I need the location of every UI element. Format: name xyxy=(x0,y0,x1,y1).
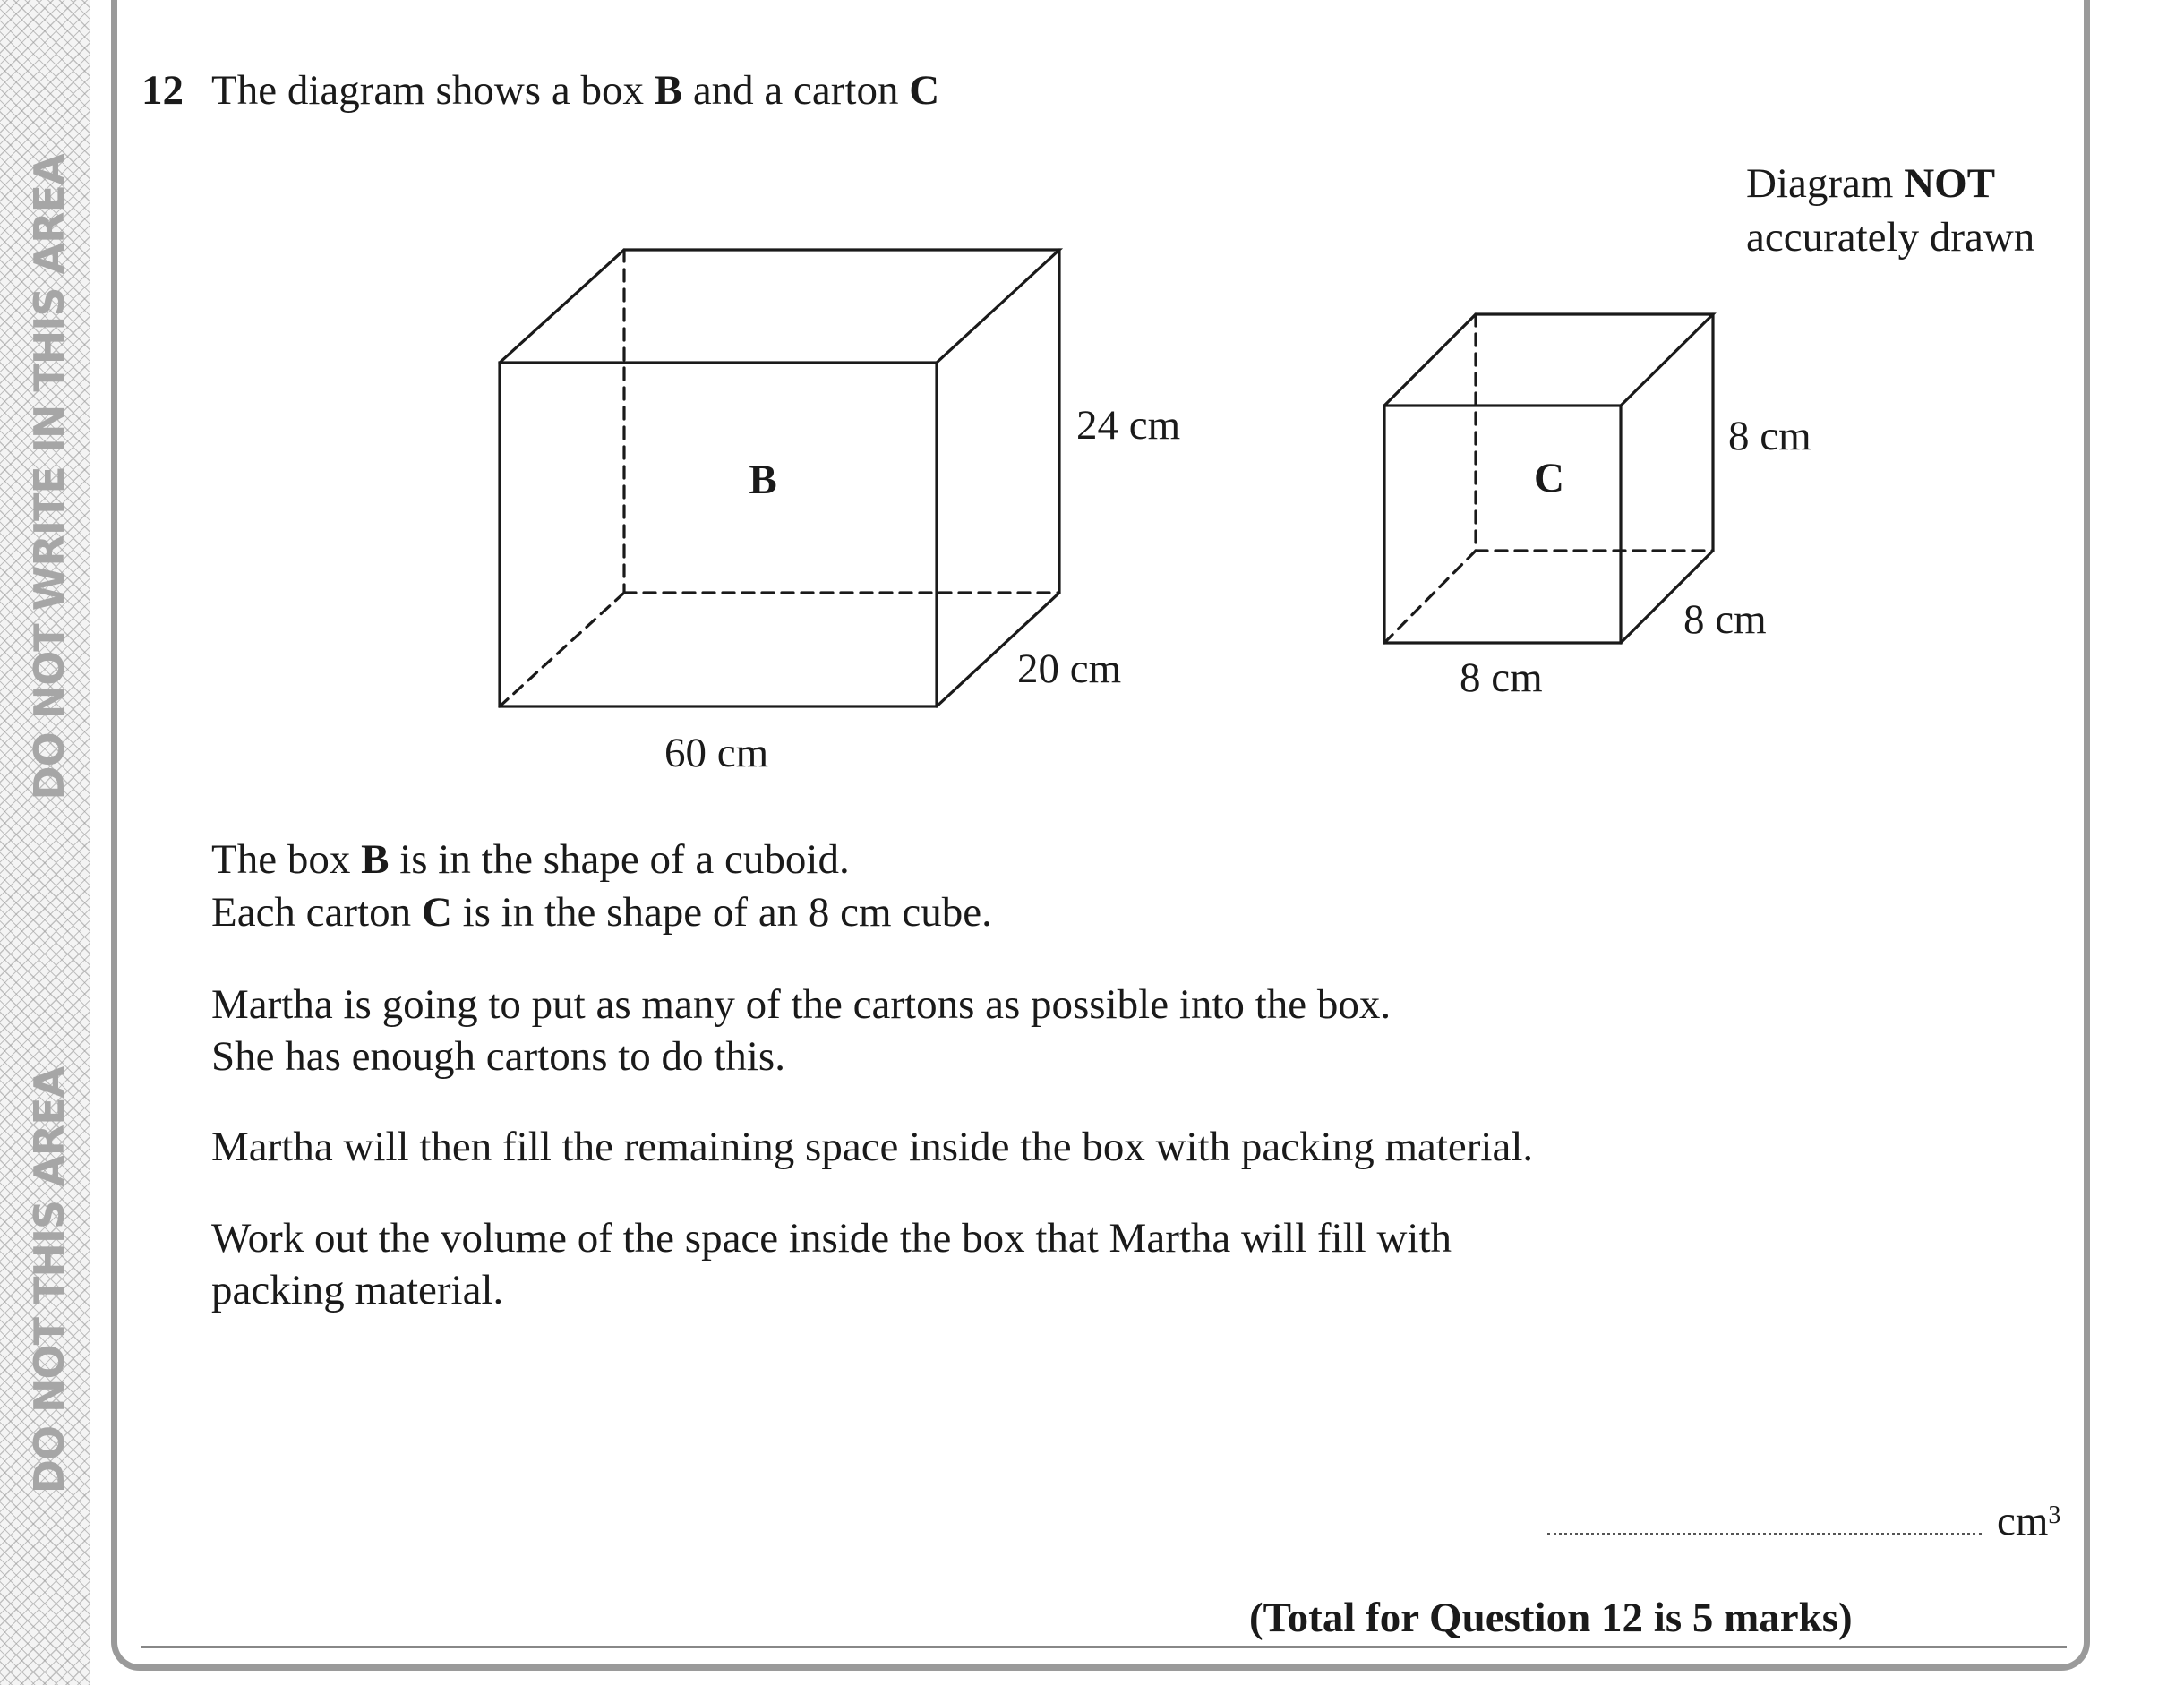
carton-width-label: 8 cm xyxy=(1460,654,1543,701)
diagram-note: Diagram NOT xyxy=(1746,160,1996,207)
box-width-label: 60 cm xyxy=(664,730,769,776)
answer-unit: $cm^3$ xyxy=(1997,1498,2061,1544)
paragraph-2-line-1: Martha is going to put as many of the cartons as possible into the box. xyxy=(211,981,1392,1028)
paragraph-3-line-1: Martha will then fill the remaining space inside the box with packing material. xyxy=(211,1124,1534,1170)
paragraph-2-line-2: She has enough cartons to do this. xyxy=(211,1033,785,1080)
margin-warning-bottom: DO NOT THIS AREA xyxy=(25,1066,73,1494)
box-hidden-edges xyxy=(500,250,1059,706)
box-depth-label: 20 cm xyxy=(1017,646,1122,692)
paragraph-1-line-2: Each carton C is in the shape of an 8 cm cube. xyxy=(211,889,992,936)
carton-top-edges xyxy=(1384,314,1713,406)
box-right-edges xyxy=(937,250,1059,706)
carton-depth-label: 8 cm xyxy=(1683,596,1767,643)
box-label: B xyxy=(749,457,777,503)
total-marks: (Total for Question 12 is 5 marks) xyxy=(1249,1595,1853,1641)
paragraph-4-line-1: Work out the volume of the space inside the box that Martha will fill with xyxy=(211,1215,1452,1262)
question-number: 12 xyxy=(141,67,184,114)
carton-height-label: 8 cm xyxy=(1728,413,1811,459)
box-front-face xyxy=(500,363,937,706)
paragraph-4-line-2: packing material. xyxy=(211,1267,504,1313)
box-height-label: 24 cm xyxy=(1076,402,1181,449)
question-title: The diagram shows a box B and a carton C xyxy=(211,67,940,114)
bottom-rule xyxy=(141,1646,2067,1648)
carton-right-edges xyxy=(1621,314,1713,643)
paragraph-1-line-1: The box B is in the shape of a cuboid. xyxy=(211,836,850,883)
carton-label: C xyxy=(1534,455,1564,501)
box-top-edges xyxy=(500,250,1059,363)
answer-line[interactable] xyxy=(1547,1533,1982,1535)
diagram-note-line2: accurately drawn xyxy=(1746,214,2035,261)
margin-warning-top: DO NOT WRITE IN THIS AREA xyxy=(25,154,73,800)
